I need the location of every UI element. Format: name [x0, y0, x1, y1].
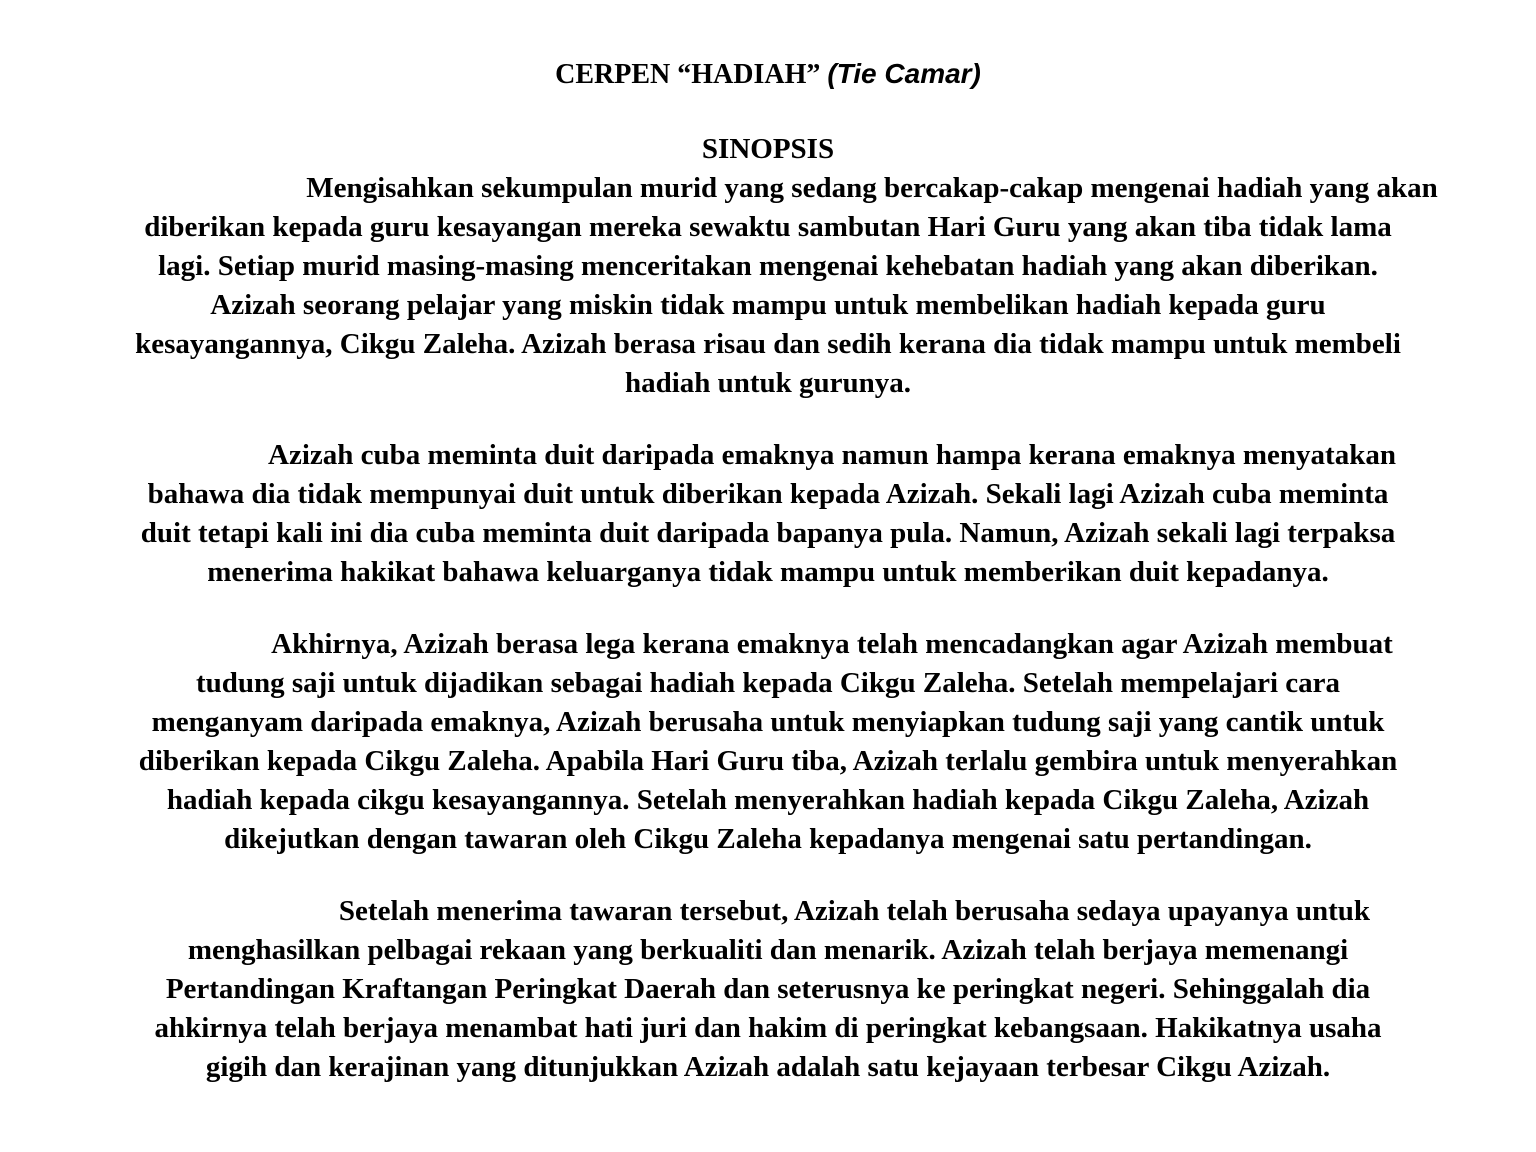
section-heading: SINOPSIS [701, 133, 835, 165]
paragraph-line: Setelah menerima tawaran tersebut, Azizah telah berusaha sedaya upayanya untuk [338, 895, 1371, 927]
paragraph-line: diberikan kepada guru kesayangan mereka sewaktu sambutan Hari Guru yang akan tiba tidak lama [144, 211, 1392, 243]
paragraph-2 [60, 436, 1476, 592]
paragraph-line: Akhirnya, Azizah berasa lega kerana emaknya telah mencadangkan agar Azizah membuat [271, 628, 1393, 660]
paragraph-line: menerima hakikat bahawa keluarganya tidak mampu untuk memberikan duit kepadanya. [207, 556, 1329, 588]
paragraph-line: tudung saji untuk dijadikan sebagai hadiah kepada Cikgu Zaleha. Setelah mempelajari cara [195, 667, 1341, 699]
paragraph-line: gigih dan kerajinan yang ditunjukkan Azizah adalah satu kejayaan terbesar Cikgu Azizah. [205, 1051, 1331, 1083]
paragraph-line: lagi. Setiap murid masing-masing menceritakan mengenai kehebatan hadiah yang akan diberikan. [158, 250, 1378, 282]
paragraph-line: diberikan kepada Cikgu Zaleha. Apabila Hari Guru tiba, Azizah terlalu gembira untuk menyerahkan [138, 745, 1398, 777]
paragraph-line: Azizah cuba meminta duit daripada emaknya namun hampa kerana emaknya menyatakan [268, 439, 1396, 471]
paragraph-3 [60, 625, 1476, 859]
paragraph-line: menghasilkan pelbagai rekaan yang berkualiti dan menarik. Azizah telah berjaya memenangi [187, 934, 1349, 966]
paragraph-1 [60, 169, 1476, 403]
paragraph-line: dikejutkan dengan tawaran oleh Cikgu Zaleha kepadanya mengenai satu pertandingan. [224, 823, 1312, 855]
paragraph-line: kesayangannya, Cikgu Zaleha. Azizah berasa risau dan sedih kerana dia tidak mampu untuk membeli [135, 328, 1401, 360]
paragraph-line: Mengisahkan sekumpulan murid yang sedang bercakap-cakap mengenai hadiah yang akan [306, 172, 1438, 204]
paragraph-line: hadiah untuk gurunya. [624, 367, 912, 399]
title-author: (Tie Camar) [827, 58, 981, 89]
paragraph-line: ahkirnya telah berjaya menambat hati juri dan hakim di peringkat kebangsaan. Hakikatnya usaha [154, 1012, 1382, 1044]
paragraph-line: duit tetapi kali ini dia cuba meminta duit daripada bapanya pula. Namun, Azizah sekali lagi terpaksa [140, 517, 1396, 549]
paragraph-line: bahawa dia tidak mempunyai duit untuk diberikan kepada Azizah. Sekali lagi Azizah cuba meminta [147, 478, 1389, 510]
document-page [60, 54, 1476, 1120]
paragraph-line: Pertandingan Kraftangan Peringkat Daerah dan seterusnya ke peringkat negeri. Sehinggalah dia [165, 973, 1371, 1005]
document-title [60, 54, 1476, 95]
paragraph-line: menganyam daripada emaknya, Azizah berusaha untuk menyiapkan tudung saji yang cantik untuk [151, 706, 1385, 738]
paragraph-line: hadiah kepada cikgu kesayangannya. Setelah menyerahkan hadiah kepada Cikgu Zaleha, Azizah [166, 784, 1370, 816]
title-main: CERPEN “HADIAH” [555, 59, 821, 90]
paragraph-line: Azizah seorang pelajar yang miskin tidak mampu untuk membelikan hadiah kepada guru [210, 289, 1326, 321]
paragraph-4 [60, 892, 1476, 1087]
